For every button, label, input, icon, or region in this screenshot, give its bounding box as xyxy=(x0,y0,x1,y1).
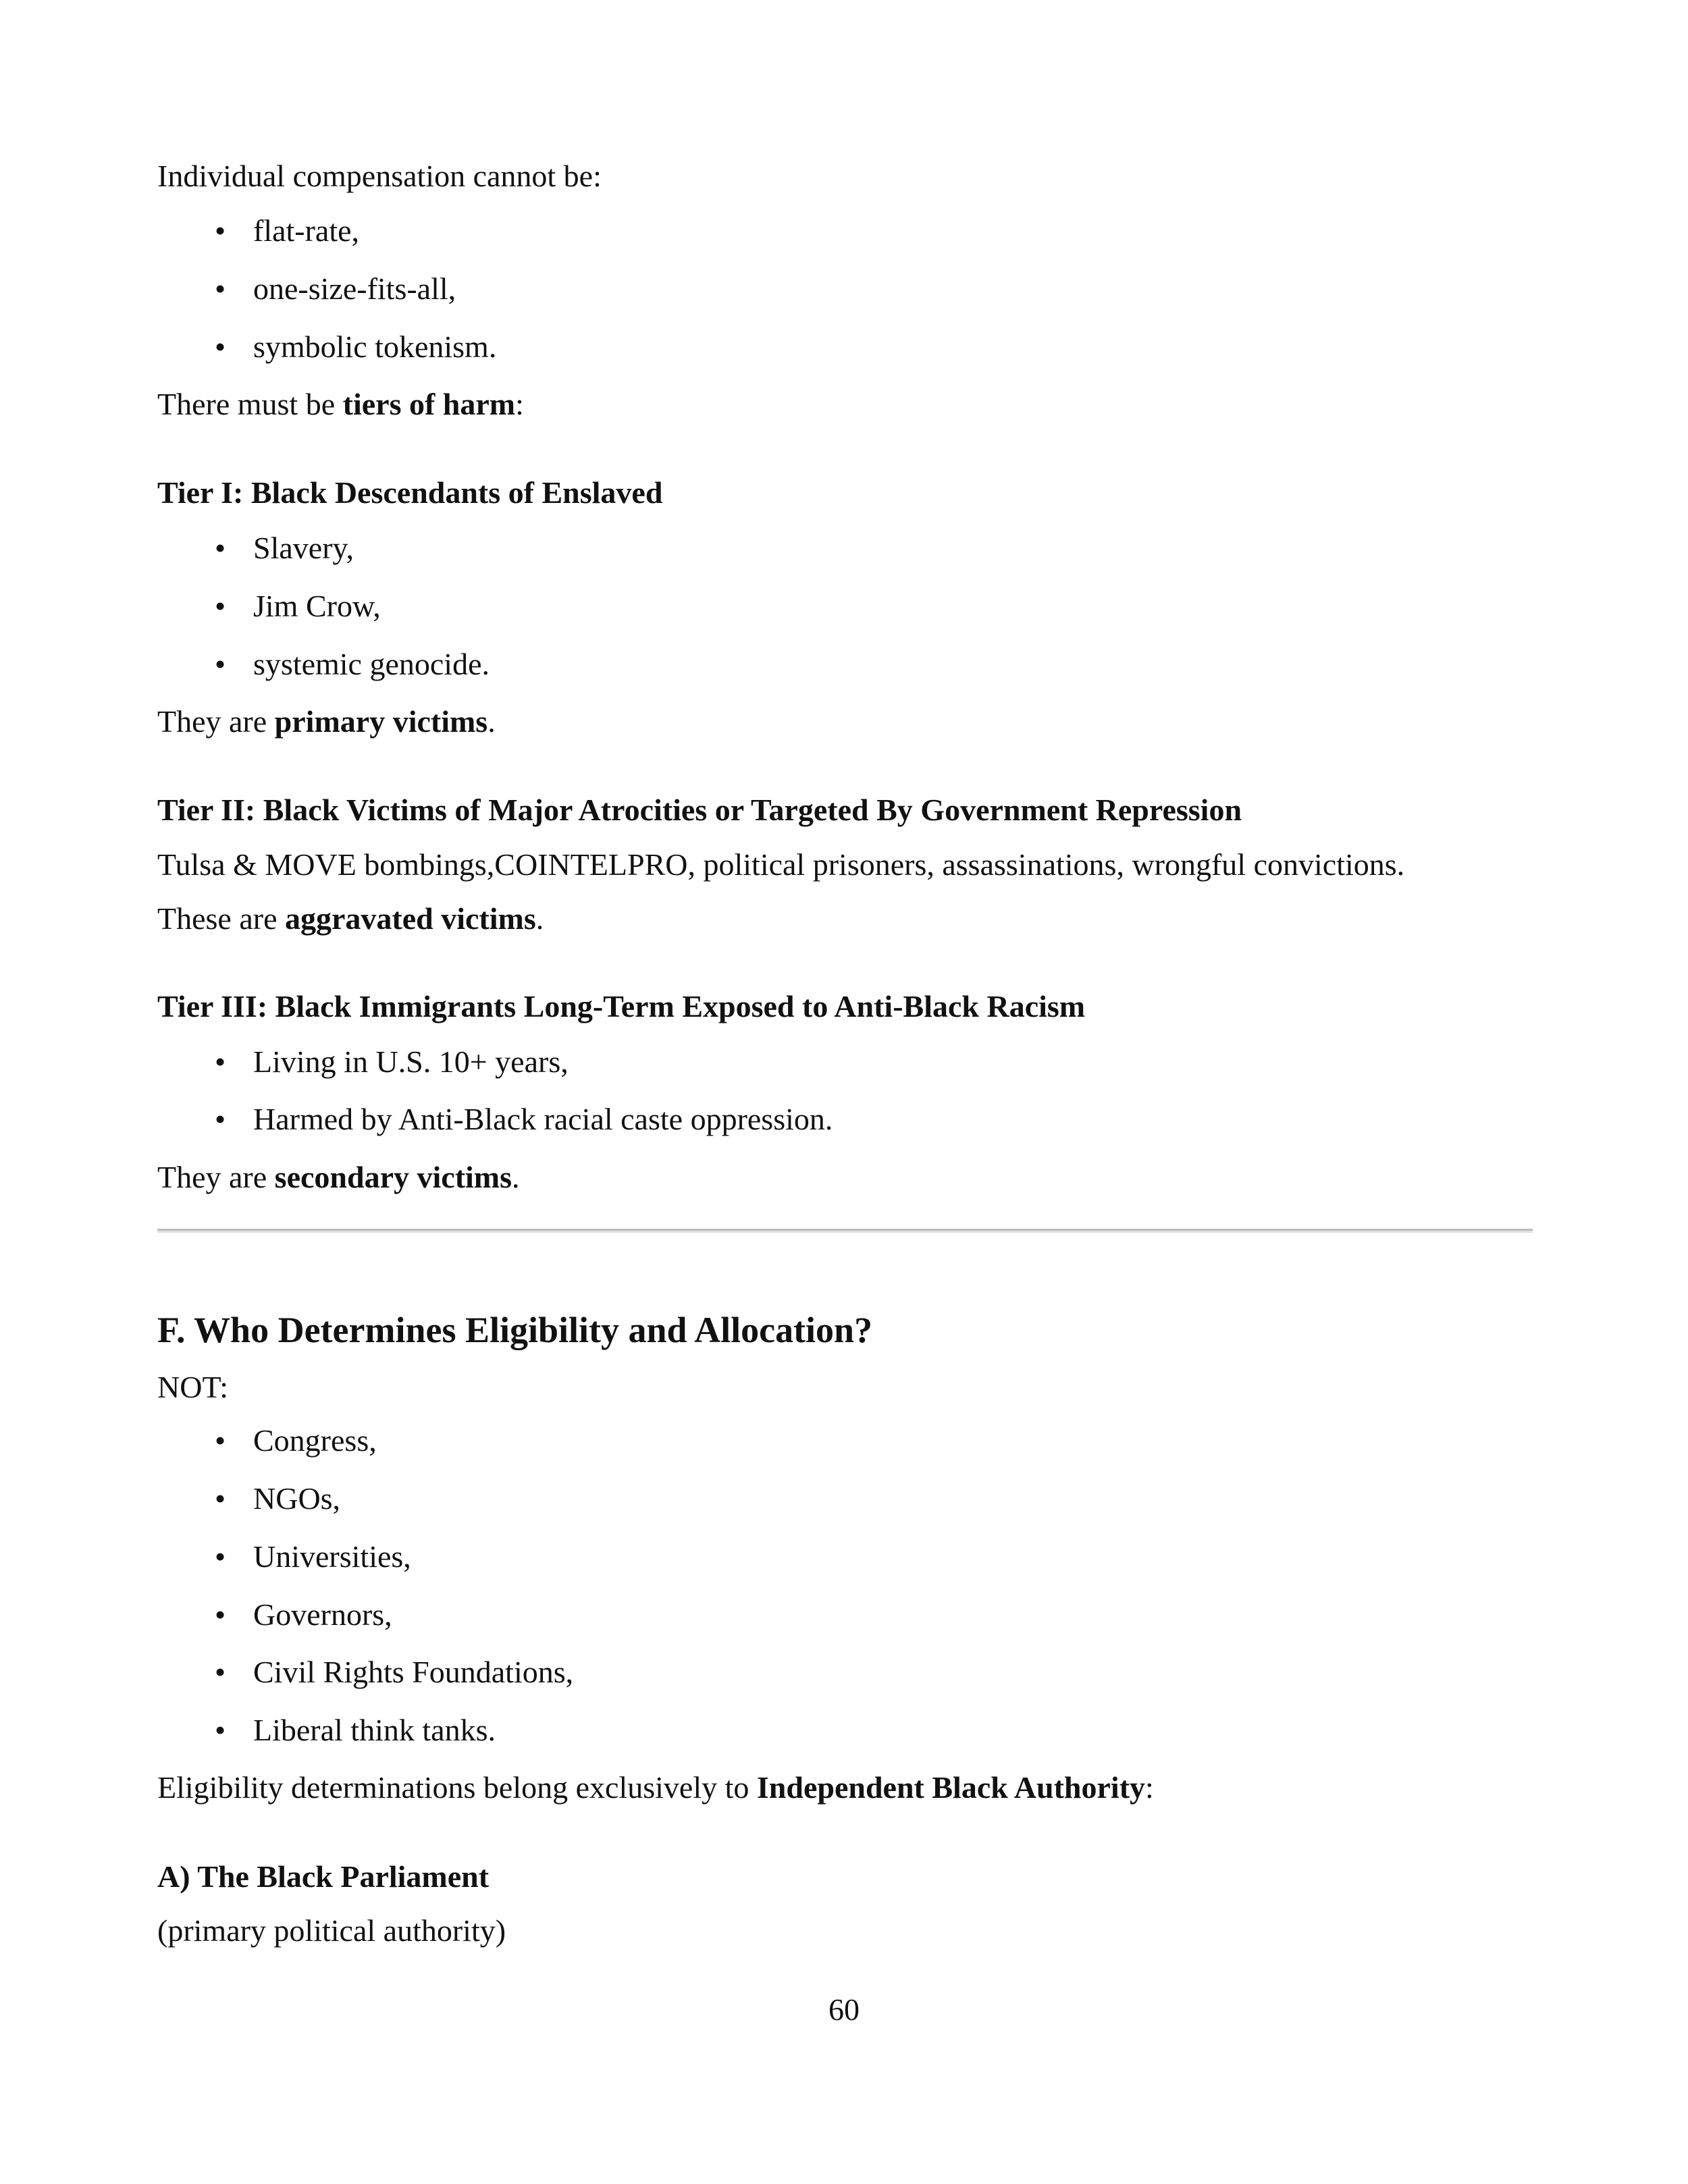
bullet-marker: • xyxy=(215,1597,226,1632)
bullet-marker: • xyxy=(215,1423,226,1458)
list-item: flat-rate, xyxy=(253,213,360,248)
tiers-paragraph: There must be tiers of harm: xyxy=(157,387,524,421)
subsection-a-note: (primary political authority) xyxy=(157,1913,506,1948)
tier2-heading: Tier II: Black Victims of Major Atrocities or Targeted By Government Repression xyxy=(157,793,1242,827)
bullet-marker: • xyxy=(215,1481,226,1516)
bullet-marker: • xyxy=(215,329,226,364)
list-item: one-size-fits-all, xyxy=(253,271,456,306)
tier1-closing: They are primary victims. xyxy=(157,704,496,739)
section-f-heading: F. Who Determines Eligibility and Allocation? xyxy=(157,1310,873,1350)
tier1-heading: Tier I: Black Descendants of Enslaved xyxy=(157,475,663,510)
list-item: Slavery, xyxy=(253,531,354,565)
bullet-marker: • xyxy=(215,1655,226,1689)
bullet-marker: • xyxy=(215,589,226,623)
tier2-closing: These are aggravated victims. xyxy=(157,901,544,936)
tier3-closing: They are secondary victims. xyxy=(157,1160,520,1194)
list-item: NGOs, xyxy=(253,1481,341,1516)
not-label: NOT: xyxy=(157,1370,229,1404)
emphasis: secondary victims xyxy=(274,1160,512,1194)
emphasis: aggravated victims xyxy=(285,901,536,936)
bullet-marker: • xyxy=(215,1102,226,1136)
list-item: Liberal think tanks. xyxy=(253,1713,496,1747)
list-item: Congress, xyxy=(253,1423,377,1458)
eligibility-paragraph: Eligibility determinations belong exclusively to Independent Black Authority: xyxy=(157,1770,1154,1805)
tier3-heading: Tier III: Black Immigrants Long-Term Exposed to Anti-Black Racism xyxy=(157,989,1086,1023)
list-item: Governors, xyxy=(253,1597,392,1632)
bullet-marker: • xyxy=(215,1044,226,1079)
tier2-body: Tulsa & MOVE bombings,COINTELPRO, political prisoners, assassinations, wrongful convictions. xyxy=(157,847,1405,882)
list-item: Civil Rights Foundations, xyxy=(253,1655,574,1689)
bullet-marker: • xyxy=(215,647,226,681)
list-item: systemic genocide. xyxy=(253,647,490,681)
bullet-marker: • xyxy=(215,1713,226,1747)
bullet-marker: • xyxy=(215,1539,226,1574)
horizontal-rule xyxy=(157,1229,1533,1233)
subsection-a-heading: A) The Black Parliament xyxy=(157,1859,490,1894)
bullet-marker: • xyxy=(215,271,226,306)
list-item: Harmed by Anti-Black racial caste oppression. xyxy=(253,1102,833,1136)
page-number: 60 xyxy=(828,1992,860,2027)
emphasis: tiers of harm xyxy=(342,387,516,421)
intro-paragraph: Individual compensation cannot be: xyxy=(157,159,602,193)
list-item: Universities, xyxy=(253,1539,411,1574)
list-item: Living in U.S. 10+ years, xyxy=(253,1044,569,1079)
list-item: Jim Crow, xyxy=(253,589,381,623)
list-item: symbolic tokenism. xyxy=(253,329,497,364)
emphasis: primary victims xyxy=(274,704,488,739)
emphasis: Independent Black Authority xyxy=(756,1770,1146,1805)
bullet-marker: • xyxy=(215,213,226,248)
bullet-marker: • xyxy=(215,531,226,565)
